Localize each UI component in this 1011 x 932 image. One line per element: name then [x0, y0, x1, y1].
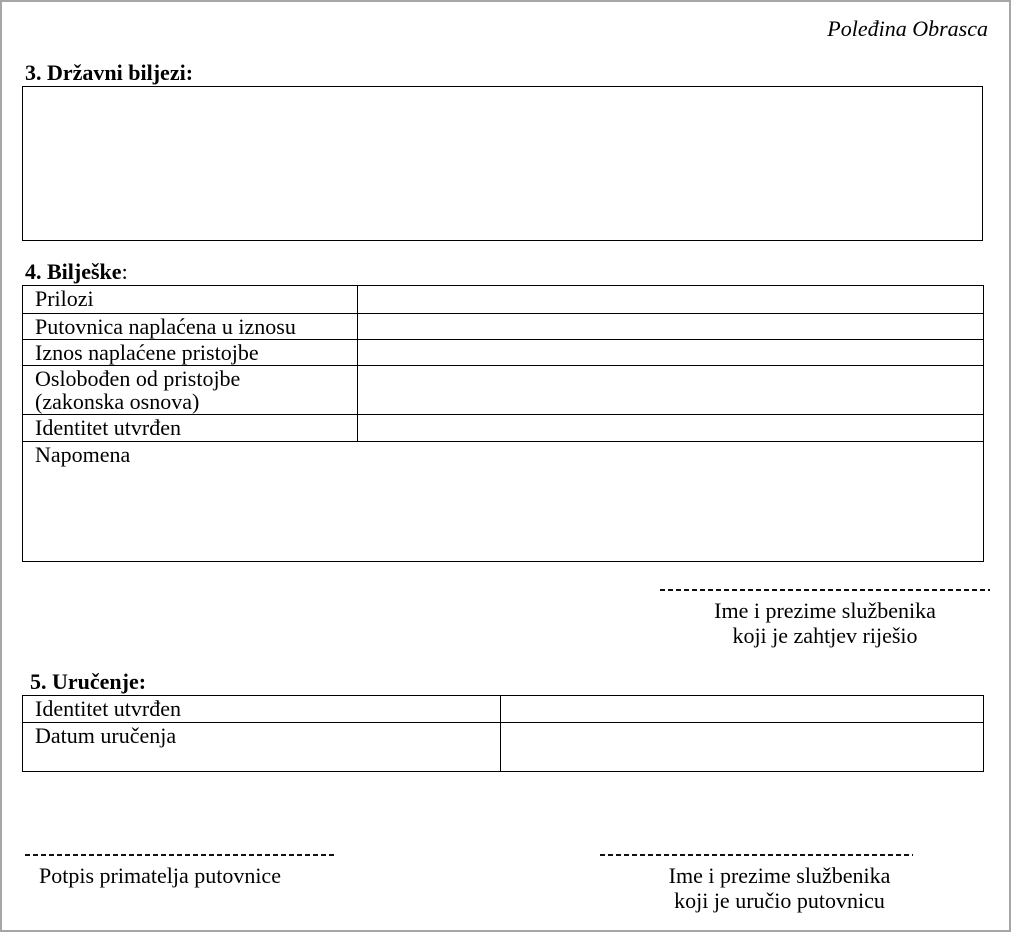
delivery-row-date-label: Datum uručenja	[23, 723, 501, 772]
officer-delivered-line1: Ime i prezime službenika	[668, 863, 891, 888]
signature-dash-line	[600, 854, 913, 856]
table-row	[23, 723, 984, 772]
recipient-signature-block	[25, 854, 335, 888]
notes-row-identity-verified-value-cell	[358, 415, 984, 442]
delivery-table	[22, 695, 984, 772]
notes-row-fee-exempt-value-cell	[358, 366, 984, 415]
officer-resolved-line2: koji je zahtjev riješio	[732, 623, 918, 648]
delivery-row-identity-verified-value-cell	[501, 696, 984, 723]
section5-heading: 5. Uručenje:	[30, 669, 147, 694]
table-row	[23, 696, 984, 723]
notes-row-remark-cell: Napomena	[23, 442, 984, 562]
notes-row-passport-charged-label: Putovnica naplaćena u iznosu	[23, 314, 358, 340]
notes-row-fee-exempt-label	[23, 366, 358, 415]
table-row	[23, 442, 984, 562]
signature-dash-line	[660, 589, 990, 591]
fee-exempt-label-line1: Oslobođen od pristojbe	[35, 366, 241, 391]
officer-delivered-signature-block	[600, 854, 913, 913]
table-row	[23, 314, 984, 340]
table-row	[23, 366, 984, 415]
recipient-signature-label: Potpis primatelja putovnice	[39, 863, 281, 888]
section4-heading	[25, 260, 128, 284]
delivery-row-date-value-cell	[501, 723, 984, 772]
notes-row-fee-amount-label: Iznos naplaćene pristojbe	[23, 340, 358, 366]
notes-table	[22, 285, 984, 562]
section4-heading-bold: 4. Bilješke	[25, 259, 122, 284]
officer-resolved-signature-block	[660, 589, 990, 648]
section4-heading-colon: :	[121, 259, 128, 284]
signature-dash-line	[25, 854, 335, 856]
table-row	[23, 340, 984, 366]
officer-delivered-line2: koji je uručio putovnicu	[674, 888, 885, 913]
notes-row-identity-verified-label: Identitet utvrđen	[23, 415, 358, 442]
state-stamps-box	[22, 86, 983, 241]
notes-row-fee-amount-value-cell	[358, 340, 984, 366]
table-row	[23, 415, 984, 442]
table-row	[23, 286, 984, 314]
section3-heading: 3. Državni biljezi:	[25, 60, 194, 85]
notes-row-passport-charged-value-cell	[358, 314, 984, 340]
notes-row-attachments-value-cell	[358, 286, 984, 314]
delivery-row-identity-verified-label: Identitet utvrđen	[23, 696, 501, 723]
fee-exempt-label-line2: (zakonska osnova)	[35, 389, 200, 414]
notes-row-attachments-label: Prilozi	[23, 286, 358, 314]
officer-resolved-line1: Ime i prezime službenika	[714, 598, 936, 623]
page-corner-note: Poleđina Obrasca	[827, 16, 988, 41]
